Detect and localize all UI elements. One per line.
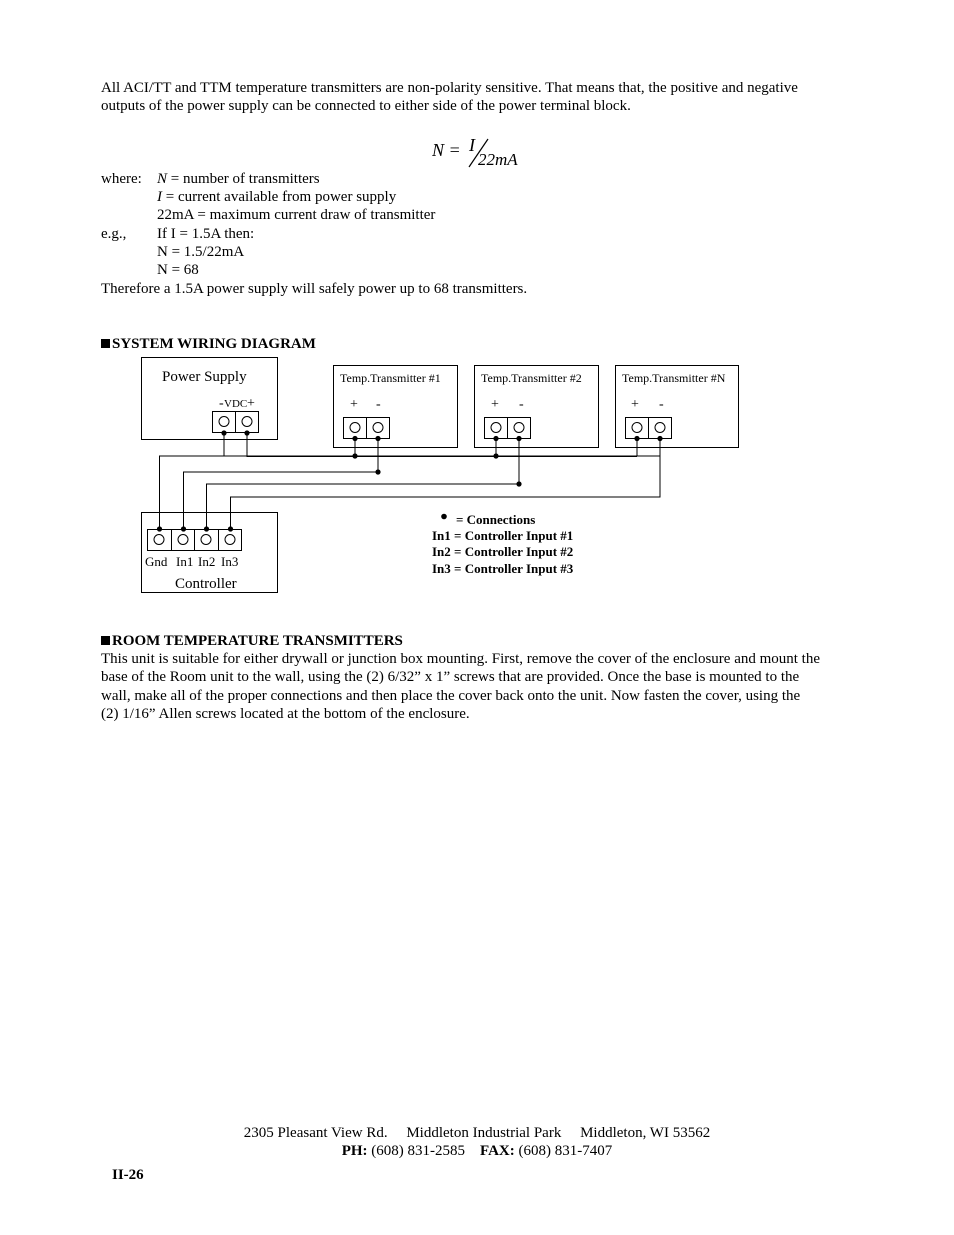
ground-wire [160, 432, 225, 529]
ps-terminal-plus [242, 417, 252, 427]
formula-lhs: N = [432, 140, 461, 160]
connection-dots [157, 430, 663, 531]
connection-dot-icon [352, 436, 357, 441]
connection-dot-icon [516, 481, 521, 486]
connection-dot-icon [634, 436, 639, 441]
connection-dot-icon [352, 453, 357, 458]
n-def: = number of transmitters [170, 171, 320, 187]
legend-dot-icon [441, 514, 447, 520]
wiring-heading-text: SYSTEM WIRING DIAGRAM [112, 336, 316, 352]
example-line: N = 1.5/22mA [157, 244, 245, 260]
connection-dot-icon [228, 526, 233, 531]
n-var: N [157, 171, 168, 187]
transmitter-2-title: Temp.Transmitter #2 [481, 371, 582, 385]
connection-dot-icon [493, 436, 498, 441]
t2-plus-label: + [491, 397, 499, 412]
tn-plus-label: + [631, 397, 639, 412]
ps-vdc-label: VDC [224, 398, 248, 410]
room-line: wall, make all of the proper connections and then place the cover back onto the unit. Now fasten the cover, using the [101, 687, 801, 704]
connection-dot-icon [181, 526, 186, 531]
phone-number: (608) 831-2585 [367, 1143, 466, 1159]
example-line: N = 68 [157, 262, 199, 278]
intro-line: All ACI/TT and TTM temperature transmitters are non-polarity sensitive. That means that, the positive and negative [101, 80, 798, 96]
wiring-diagram [0, 330, 954, 600]
room-line: (2) 1/16” Allen screws located at the bottom of the enclosure. [101, 706, 470, 723]
terminal-in3-label: In3 [221, 554, 239, 569]
connection-dot-icon [375, 469, 380, 474]
power-supply-title: Power Supply [162, 369, 247, 385]
example-line: If I = 1.5A then: [157, 226, 255, 242]
i-var: I [157, 189, 162, 205]
phone-label: PH: [341, 1143, 368, 1159]
transmitter-2-box [475, 366, 599, 448]
ps-plus-label: + [247, 396, 255, 411]
t1-minus-label: - [376, 397, 381, 412]
connection-dot-icon [221, 430, 226, 435]
where-n-line [157, 170, 320, 188]
connection-dot-icon [493, 453, 498, 458]
connection-dot-icon [516, 436, 521, 441]
intro-paragraph [101, 79, 861, 116]
legend [432, 512, 574, 576]
square-bullet-icon [101, 636, 110, 645]
intro-line: outputs of the power supply can be connected to either side of the power terminal block. [101, 98, 631, 115]
formula [432, 137, 542, 173]
i-def: = current available from power supply [165, 189, 397, 205]
legend-connections: = Connections [456, 512, 536, 527]
tn-minus-label: - [659, 397, 664, 412]
ps-minus-label: - [219, 396, 224, 411]
room-line: base of the Room unit to the wall, using the (2) 6/32” x 1” screws that are provided. Once the base is mounted to the [101, 669, 800, 686]
example-conclusion: Therefore a 1.5A power supply will safely power up to 68 transmitters. [101, 281, 528, 297]
footer-contact [0, 1142, 954, 1160]
connection-dot-icon [244, 430, 249, 435]
connection-dot-icon [657, 436, 662, 441]
terminal-in1-label: In1 [176, 554, 194, 569]
footer-address: 2305 Pleasant View Rd. Middleton Industrial Park Middleton, WI 53562 [243, 1125, 711, 1141]
example-label: e.g., [101, 226, 127, 242]
terminal-in2-label: In2 [198, 554, 216, 569]
terminal-gnd-label: Gnd [145, 554, 168, 569]
transmitter-n-title: Temp.Transmitter #N [622, 371, 726, 385]
in1-wire [184, 456, 379, 529]
where-ma-line: 22mA = maximum current draw of transmitter [157, 207, 436, 223]
controller-title: Controller [175, 576, 237, 592]
where-label: where: [101, 171, 142, 187]
legend-in3: In3 = Controller Input #3 [432, 561, 574, 576]
connection-dot-icon [157, 526, 162, 531]
room-heading [101, 632, 403, 650]
legend-in2: In2 = Controller Input #2 [432, 544, 574, 559]
controller-box [142, 513, 278, 593]
transmitter-1-title: Temp.Transmitter #1 [340, 371, 441, 385]
connection-dot-icon [204, 526, 209, 531]
t1-plus-label: + [350, 397, 358, 412]
fax-label: FAX: [480, 1143, 515, 1159]
transmitter-n-box [616, 366, 739, 448]
power-supply-box [142, 358, 278, 440]
wires [160, 432, 661, 529]
fax-number: (608) 831-7407 [514, 1143, 613, 1159]
transmitter-1-box [334, 366, 458, 448]
connection-dot-icon [375, 436, 380, 441]
ps-terminal-minus [219, 417, 229, 427]
legend-in1: In1 = Controller Input #1 [432, 528, 574, 543]
t2-minus-label: - [519, 397, 524, 412]
formula-numerator: I [469, 137, 475, 155]
where-i-line [157, 188, 396, 206]
formula-denominator: 22mA [478, 150, 518, 169]
page-number: II-26 [112, 1167, 144, 1183]
room-line: This unit is suitable for either drywall or junction box mounting. First, remove the cover of the enclosure and mount the [101, 651, 821, 667]
room-heading-text: ROOM TEMPERATURE TRANSMITTERS [112, 633, 403, 649]
room-paragraph [101, 650, 901, 724]
